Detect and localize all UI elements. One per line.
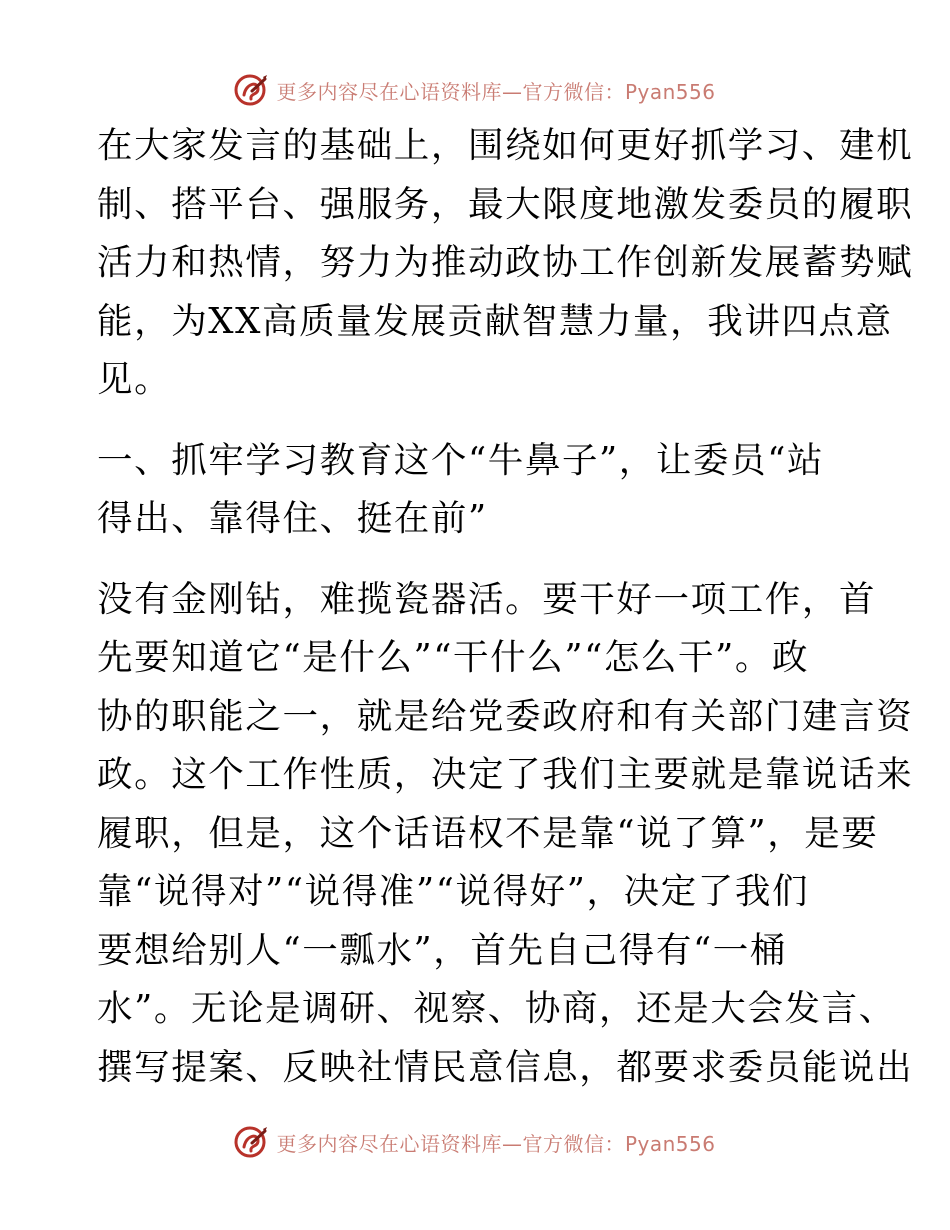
paragraph-gap [97, 410, 857, 432]
text-line: 撰写提案、反映社情民意信息，都要求委员能说出 [97, 1046, 914, 1088]
footer-watermark [0, 1122, 950, 1162]
paragraph-gap [97, 549, 857, 571]
text-line: 履职，但是，这个话语权不是靠“说了算”，是要 [97, 812, 879, 854]
text-line: 要想给别人“一瓢水”，首先自己得有“一桶 [97, 929, 787, 971]
text-line: 制、搭平台、强服务，最大限度地激发委员的履职 [97, 183, 914, 225]
document-body [97, 117, 914, 1097]
ear-pen-logo-icon [234, 73, 268, 107]
text-line: 政。这个工作性质，决定了我们主要就是靠说话来 [97, 754, 914, 795]
text-line: 能，为XX高质量发展贡献智慧力量，我讲四点意 [97, 300, 893, 342]
paragraph-body [97, 571, 914, 1098]
heading-line: 得出、靠得住、挺在前” [97, 498, 488, 539]
text-line: 活力和热情，努力为推动政协工作创新发展蓄势赋 [97, 242, 914, 283]
text-line: 在大家发言的基础上，围绕如何更好抓学习、建机 [97, 125, 914, 166]
watermark-text: 更多内容尽在心语资料库—官方微信：Pyan556 [276, 79, 716, 104]
text-line: 水”。无论是调研、视察、协商，还是大会发言、 [97, 988, 896, 1029]
text-line: 没有金刚钻，难揽瓷器活。要干好一项工作，首 [97, 578, 877, 620]
text-line: 先要知道它“是什么”“干什么”“怎么干”。政 [97, 637, 810, 678]
header-watermark [0, 70, 950, 110]
ear-pen-logo-icon [234, 1125, 268, 1159]
text-line: 见。 [97, 359, 172, 400]
paragraph-intro [97, 117, 914, 410]
text-line: 靠“说得对”“说得准”“说得好”，决定了我们 [97, 871, 810, 912]
watermark-text: 更多内容尽在心语资料库—官方微信：Pyan556 [276, 1131, 716, 1156]
section-heading-1 [97, 432, 857, 549]
text-line: 协的职能之一，就是给党委政府和有关部门建言资 [97, 695, 914, 737]
heading-line: 一、抓牢学习教育这个“牛鼻子”，让委员“站 [97, 439, 825, 481]
